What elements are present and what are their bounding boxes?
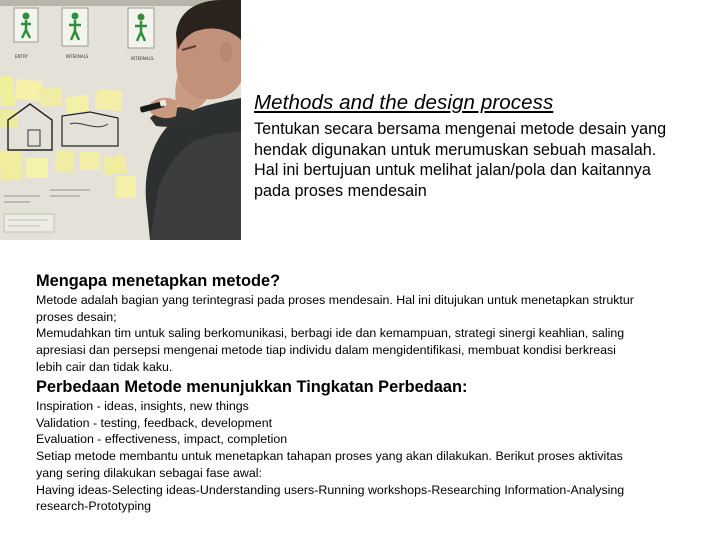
sign-word-3: INTERNALS xyxy=(131,56,154,61)
sign-word-1: ENTRY xyxy=(15,54,28,59)
section-body-method-levels xyxy=(36,398,720,515)
body-line: yang sering dilakukan sebagai fase awal: xyxy=(36,465,262,480)
body-line: lebih cair dan tidak kaku. xyxy=(36,359,173,374)
whiteboard-photo-illustration xyxy=(0,0,241,240)
body-line: apresiasi dan persepsi mengenai metode tiap individu dalam mengidentifikasi, membuat kondisi berkreasi xyxy=(36,343,616,358)
section-body-why-methods xyxy=(36,292,720,376)
intro-line: hendak digunakan untuk merumuskan sebuah masalah. xyxy=(254,140,657,159)
intro-line: Tentukan secara bersama mengenai metode desain yang xyxy=(254,120,667,138)
body-line: Memudahkan tim untuk saling berkomunikasi, berbagi ide dan kemampuan, strategi sinergi keahlian, saling xyxy=(36,326,625,341)
body-line: Having ideas-Selecting ideas-Understanding users-Running workshops-Researching Information-Analysing xyxy=(36,482,625,497)
sign-word-2: INTERNALS xyxy=(66,54,89,59)
body-line: Evaluation - effectiveness, impact, completion xyxy=(36,432,288,447)
intro-line: pada proses mendesain xyxy=(254,181,427,200)
intro-paragraph xyxy=(254,119,720,201)
body-line: Validation - testing, feedback, development xyxy=(36,415,273,430)
intro-line: Hal ini bertujuan untuk melihat jalan/pola dan kaitannya xyxy=(254,161,651,179)
body-line: Setiap metode membantu untuk menetapkan tahapan proses yang akan dilakukan. Berikut proses aktivitas xyxy=(36,449,623,464)
page-title[interactable]: Methods and the design process xyxy=(254,91,554,114)
body-line: Inspiration - ideas, insights, new things xyxy=(36,399,249,413)
body-line: research-Prototyping xyxy=(36,499,152,514)
body-line: proses desain; xyxy=(36,309,117,324)
section-heading-why-methods: Mengapa menetapkan metode? xyxy=(36,272,281,290)
header-photo xyxy=(0,0,241,240)
section-heading-method-levels: Perbedaan Metode menunjukkan Tingkatan Perbedaan: xyxy=(36,378,468,396)
body-line: Metode adalah bagian yang terintegrasi pada proses mendesain. Hal ini ditujukan untuk menetapkan struktur xyxy=(36,293,634,307)
